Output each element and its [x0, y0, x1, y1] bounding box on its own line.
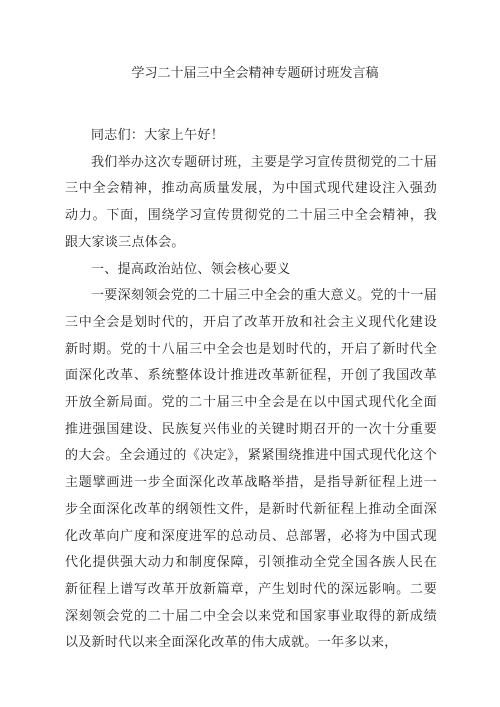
document-title: 学习二十届三中全会精神专题研讨班发言稿	[131, 66, 379, 81]
salutation-paragraph: 同志们：大家上午好！	[91, 128, 225, 143]
document-body	[65, 123, 437, 657]
body-paragraph: 一要深刻领会党的二十届三中全会的重大意义。党的十一届三中全会是划时代的，开启了改革开放和社会主义现代化建设新时期。党的十八届三中全会也是划时代的，开启了新时代全面深化改革、系统整体设计推进改革新征程，开创了我国改革开放全新局面。党的二十届三中全会是在以中国式现代化全面推进强国建设、民族复兴伟业的关键时期召开的一次十分重要的大会。全会通过的《决定》，紧紧围绕推进中国式现代化这个主题擘画进一步全面深化改革战略举措，是指导新征程上进一步全面深化改革的纲领性文件，是新时代新征程上推动全面深化改革向广度和深度进军的总动员、总部署，必将为中国式现代化提供强大动力和制度保障，引领推动全党全国各族人民在新征程上谱写改革开放新篇章，产生划时代的深远影响。二要深刻领会党的二十届二中全会以来党和国家事业取得的新成绩以及新时代以来全面深化改革的伟大成就。一年多以来，	[65, 288, 437, 651]
section-heading: 一、提高政治站位、领会核心要义	[91, 261, 291, 277]
intro-paragraph: 我们举办这次专题研讨班，主要是学习宣传贯彻党的二十届三中全会精神，推动高质量发展，为中国式现代建设注入强劲动力。下面，围绕学习宣传贯彻党的二十届三中全会精神，我跟大家谈三点体会。	[65, 154, 437, 250]
